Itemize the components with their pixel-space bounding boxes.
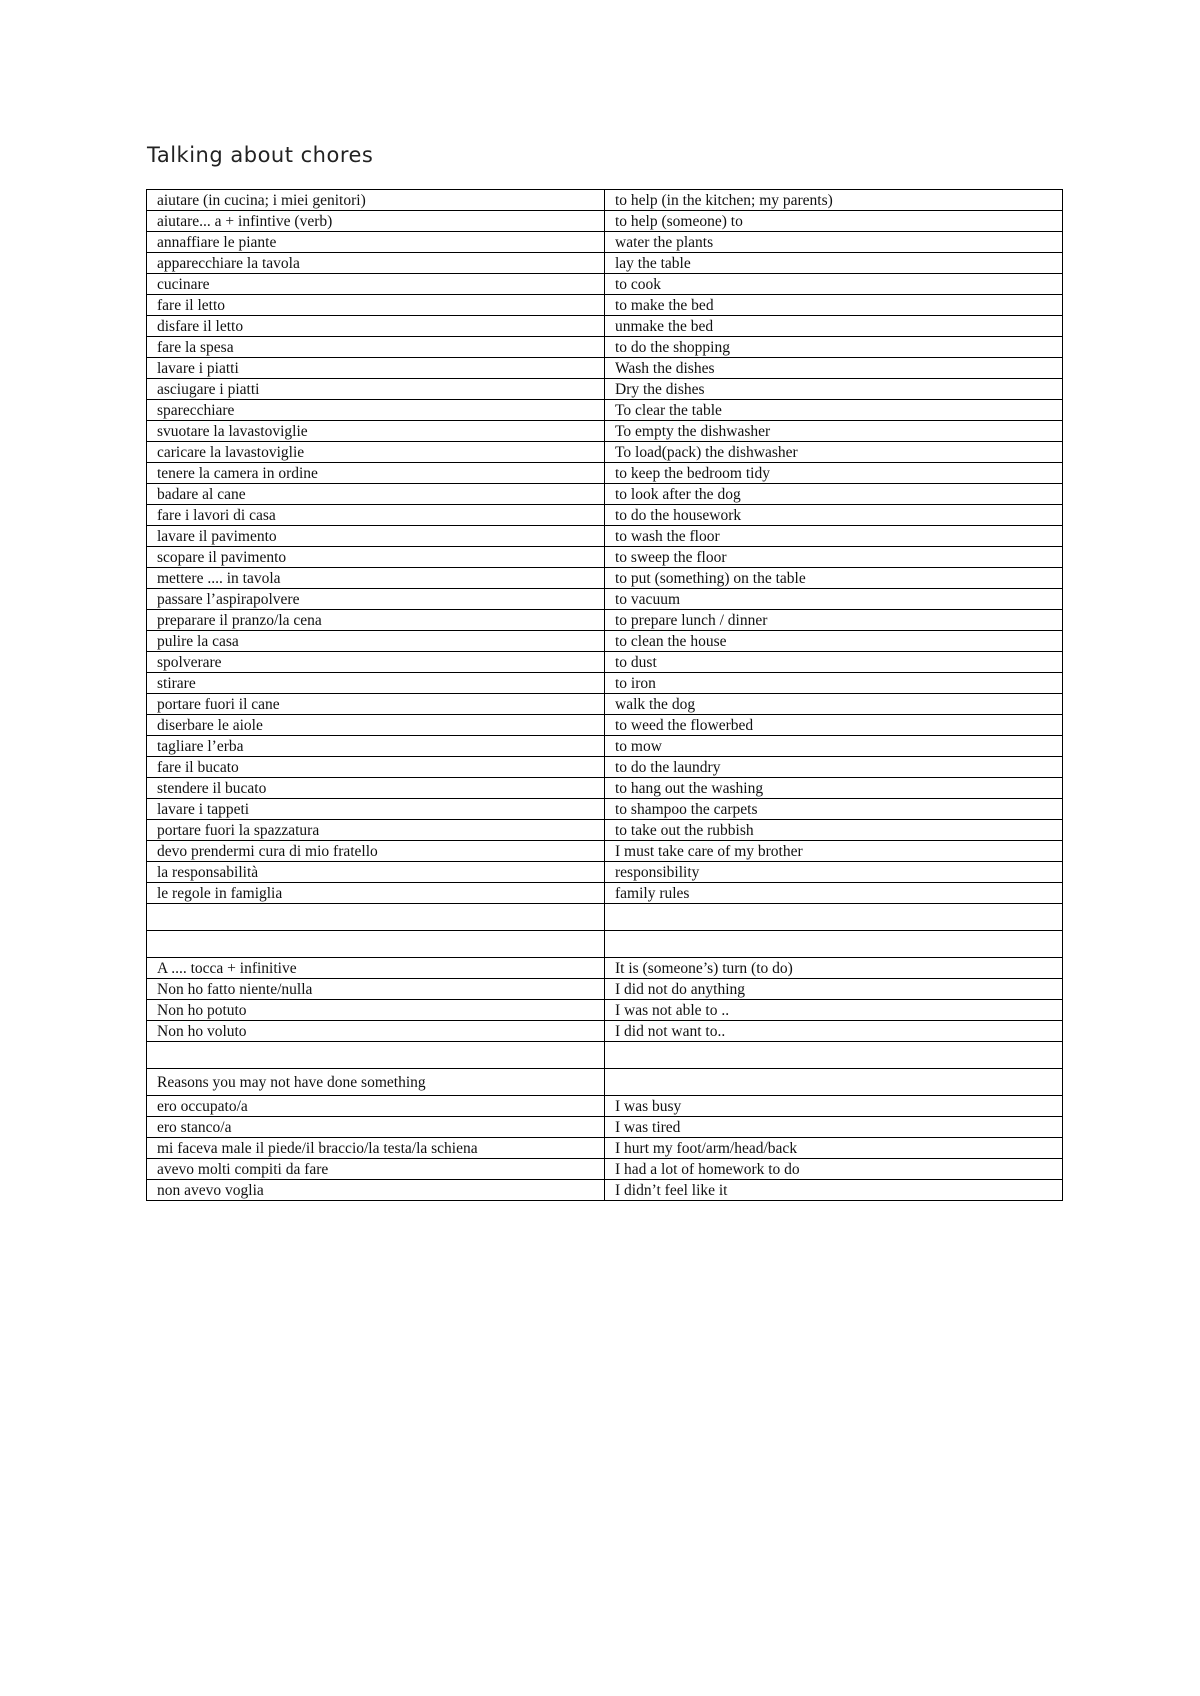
italian-cell: fare il letto <box>147 295 605 316</box>
table-row <box>147 904 1063 931</box>
english-cell: I was busy <box>605 1096 1063 1117</box>
english-cell: to do the shopping <box>605 337 1063 358</box>
table-row <box>147 715 1063 736</box>
english-cell: I was not able to .. <box>605 1000 1063 1021</box>
english-cell: I did not want to.. <box>605 1021 1063 1042</box>
table-row <box>147 484 1063 505</box>
table-row <box>147 316 1063 337</box>
italian-cell: passare l’aspirapolvere <box>147 589 605 610</box>
english-cell: to shampoo the carpets <box>605 799 1063 820</box>
english-cell: to do the housework <box>605 505 1063 526</box>
english-cell: to help (someone) to <box>605 211 1063 232</box>
english-cell: family rules <box>605 883 1063 904</box>
table-row <box>147 421 1063 442</box>
english-cell: to prepare lunch / dinner <box>605 610 1063 631</box>
english-cell <box>605 931 1063 958</box>
table-row <box>147 1138 1063 1159</box>
english-cell: to sweep the floor <box>605 547 1063 568</box>
italian-cell: lavare il pavimento <box>147 526 605 547</box>
table-row <box>147 442 1063 463</box>
english-cell: to dust <box>605 652 1063 673</box>
italian-cell: non avevo voglia <box>147 1180 605 1201</box>
italian-cell: fare la spesa <box>147 337 605 358</box>
table-row <box>147 958 1063 979</box>
table-row <box>147 547 1063 568</box>
italian-cell: caricare la lavastoviglie <box>147 442 605 463</box>
table-row <box>147 778 1063 799</box>
table-row <box>147 757 1063 778</box>
english-cell: to clean the house <box>605 631 1063 652</box>
english-cell: to make the bed <box>605 295 1063 316</box>
table-row <box>147 190 1063 211</box>
italian-cell: asciugare i piatti <box>147 379 605 400</box>
english-cell: to hang out the washing <box>605 778 1063 799</box>
table-row <box>147 274 1063 295</box>
english-cell: to put (something) on the table <box>605 568 1063 589</box>
table-row <box>147 379 1063 400</box>
italian-cell: aiutare... a + infintive (verb) <box>147 211 605 232</box>
table-row <box>147 337 1063 358</box>
english-cell: I didn’t feel like it <box>605 1180 1063 1201</box>
english-cell <box>605 904 1063 931</box>
english-cell: to vacuum <box>605 589 1063 610</box>
table-row <box>147 883 1063 904</box>
english-cell: to weed the flowerbed <box>605 715 1063 736</box>
table-row <box>147 232 1063 253</box>
table-row <box>147 463 1063 484</box>
english-cell: To empty the dishwasher <box>605 421 1063 442</box>
italian-cell: Non ho potuto <box>147 1000 605 1021</box>
table-row <box>147 841 1063 862</box>
english-cell: Dry the dishes <box>605 379 1063 400</box>
table-row <box>147 505 1063 526</box>
table-row <box>147 1159 1063 1180</box>
table-row <box>147 1180 1063 1201</box>
english-cell <box>605 1042 1063 1069</box>
italian-cell: devo prendermi cura di mio fratello <box>147 841 605 862</box>
english-cell: To load(pack) the dishwasher <box>605 442 1063 463</box>
italian-cell: la responsabilità <box>147 862 605 883</box>
english-cell: Wash the dishes <box>605 358 1063 379</box>
italian-cell: scopare il pavimento <box>147 547 605 568</box>
table-row <box>147 652 1063 673</box>
table-row <box>147 694 1063 715</box>
english-cell: I had a lot of homework to do <box>605 1159 1063 1180</box>
english-cell: to look after the dog <box>605 484 1063 505</box>
italian-cell: stendere il bucato <box>147 778 605 799</box>
italian-cell: avevo molti compiti da fare <box>147 1159 605 1180</box>
italian-cell: badare al cane <box>147 484 605 505</box>
italian-cell: aiutare (in cucina; i miei genitori) <box>147 190 605 211</box>
english-cell: unmake the bed <box>605 316 1063 337</box>
table-row <box>147 1096 1063 1117</box>
italian-cell: tenere la camera in ordine <box>147 463 605 484</box>
table-row <box>147 736 1063 757</box>
table-row <box>147 526 1063 547</box>
english-cell: I was tired <box>605 1117 1063 1138</box>
english-cell: To clear the table <box>605 400 1063 421</box>
english-cell: to cook <box>605 274 1063 295</box>
table-row <box>147 253 1063 274</box>
english-cell: to help (in the kitchen; my parents) <box>605 190 1063 211</box>
table-row <box>147 358 1063 379</box>
table-row <box>147 400 1063 421</box>
english-cell: to do the laundry <box>605 757 1063 778</box>
table-row <box>147 1021 1063 1042</box>
english-cell: to wash the floor <box>605 526 1063 547</box>
italian-cell: fare i lavori di casa <box>147 505 605 526</box>
italian-cell: tagliare l’erba <box>147 736 605 757</box>
italian-cell: lavare i tappeti <box>147 799 605 820</box>
italian-cell: svuotare la lavastoviglie <box>147 421 605 442</box>
italian-cell: Non ho fatto niente/nulla <box>147 979 605 1000</box>
english-cell: lay the table <box>605 253 1063 274</box>
vocabulary-table <box>146 189 1063 1201</box>
italian-cell: diserbare le aiole <box>147 715 605 736</box>
english-cell: responsibility <box>605 862 1063 883</box>
italian-cell <box>147 904 605 931</box>
italian-cell: mettere .... in tavola <box>147 568 605 589</box>
english-cell <box>605 1069 1063 1096</box>
page-title: Talking about chores <box>147 143 374 167</box>
table-row <box>147 610 1063 631</box>
italian-cell <box>147 931 605 958</box>
italian-cell: ero occupato/a <box>147 1096 605 1117</box>
table-row <box>147 979 1063 1000</box>
table-row <box>147 1000 1063 1021</box>
italian-cell: apparecchiare la tavola <box>147 253 605 274</box>
italian-cell: ero stanco/a <box>147 1117 605 1138</box>
italian-cell: mi faceva male il piede/il braccio/la testa/la schiena <box>147 1138 605 1159</box>
english-cell: to iron <box>605 673 1063 694</box>
table-row <box>147 862 1063 883</box>
table-row <box>147 799 1063 820</box>
italian-cell: cucinare <box>147 274 605 295</box>
table-row <box>147 673 1063 694</box>
english-cell: to take out the rubbish <box>605 820 1063 841</box>
table-row <box>147 631 1063 652</box>
italian-cell: A .... tocca + infinitive <box>147 958 605 979</box>
table-row <box>147 820 1063 841</box>
table-row <box>147 1069 1063 1096</box>
table-row <box>147 1117 1063 1138</box>
italian-cell: lavare i piatti <box>147 358 605 379</box>
italian-cell: fare il bucato <box>147 757 605 778</box>
english-cell: It is (someone’s) turn (to do) <box>605 958 1063 979</box>
vocabulary-table-body <box>147 190 1063 1201</box>
english-cell: to mow <box>605 736 1063 757</box>
italian-cell: Reasons you may not have done something <box>147 1069 605 1096</box>
table-row <box>147 568 1063 589</box>
italian-cell: stirare <box>147 673 605 694</box>
italian-cell: portare fuori il cane <box>147 694 605 715</box>
italian-cell: disfare il letto <box>147 316 605 337</box>
english-cell: walk the dog <box>605 694 1063 715</box>
italian-cell: le regole in famiglia <box>147 883 605 904</box>
table-row <box>147 295 1063 316</box>
italian-cell: pulire la casa <box>147 631 605 652</box>
english-cell: to keep the bedroom tidy <box>605 463 1063 484</box>
english-cell: I did not do anything <box>605 979 1063 1000</box>
italian-cell: portare fuori la spazzatura <box>147 820 605 841</box>
english-cell: I must take care of my brother <box>605 841 1063 862</box>
table-row <box>147 211 1063 232</box>
italian-cell: preparare il pranzo/la cena <box>147 610 605 631</box>
italian-cell: annaffiare le piante <box>147 232 605 253</box>
table-row <box>147 931 1063 958</box>
italian-cell <box>147 1042 605 1069</box>
english-cell: water the plants <box>605 232 1063 253</box>
english-cell: I hurt my foot/arm/head/back <box>605 1138 1063 1159</box>
italian-cell: sparecchiare <box>147 400 605 421</box>
italian-cell: Non ho voluto <box>147 1021 605 1042</box>
table-row <box>147 1042 1063 1069</box>
italian-cell: spolverare <box>147 652 605 673</box>
table-row <box>147 589 1063 610</box>
